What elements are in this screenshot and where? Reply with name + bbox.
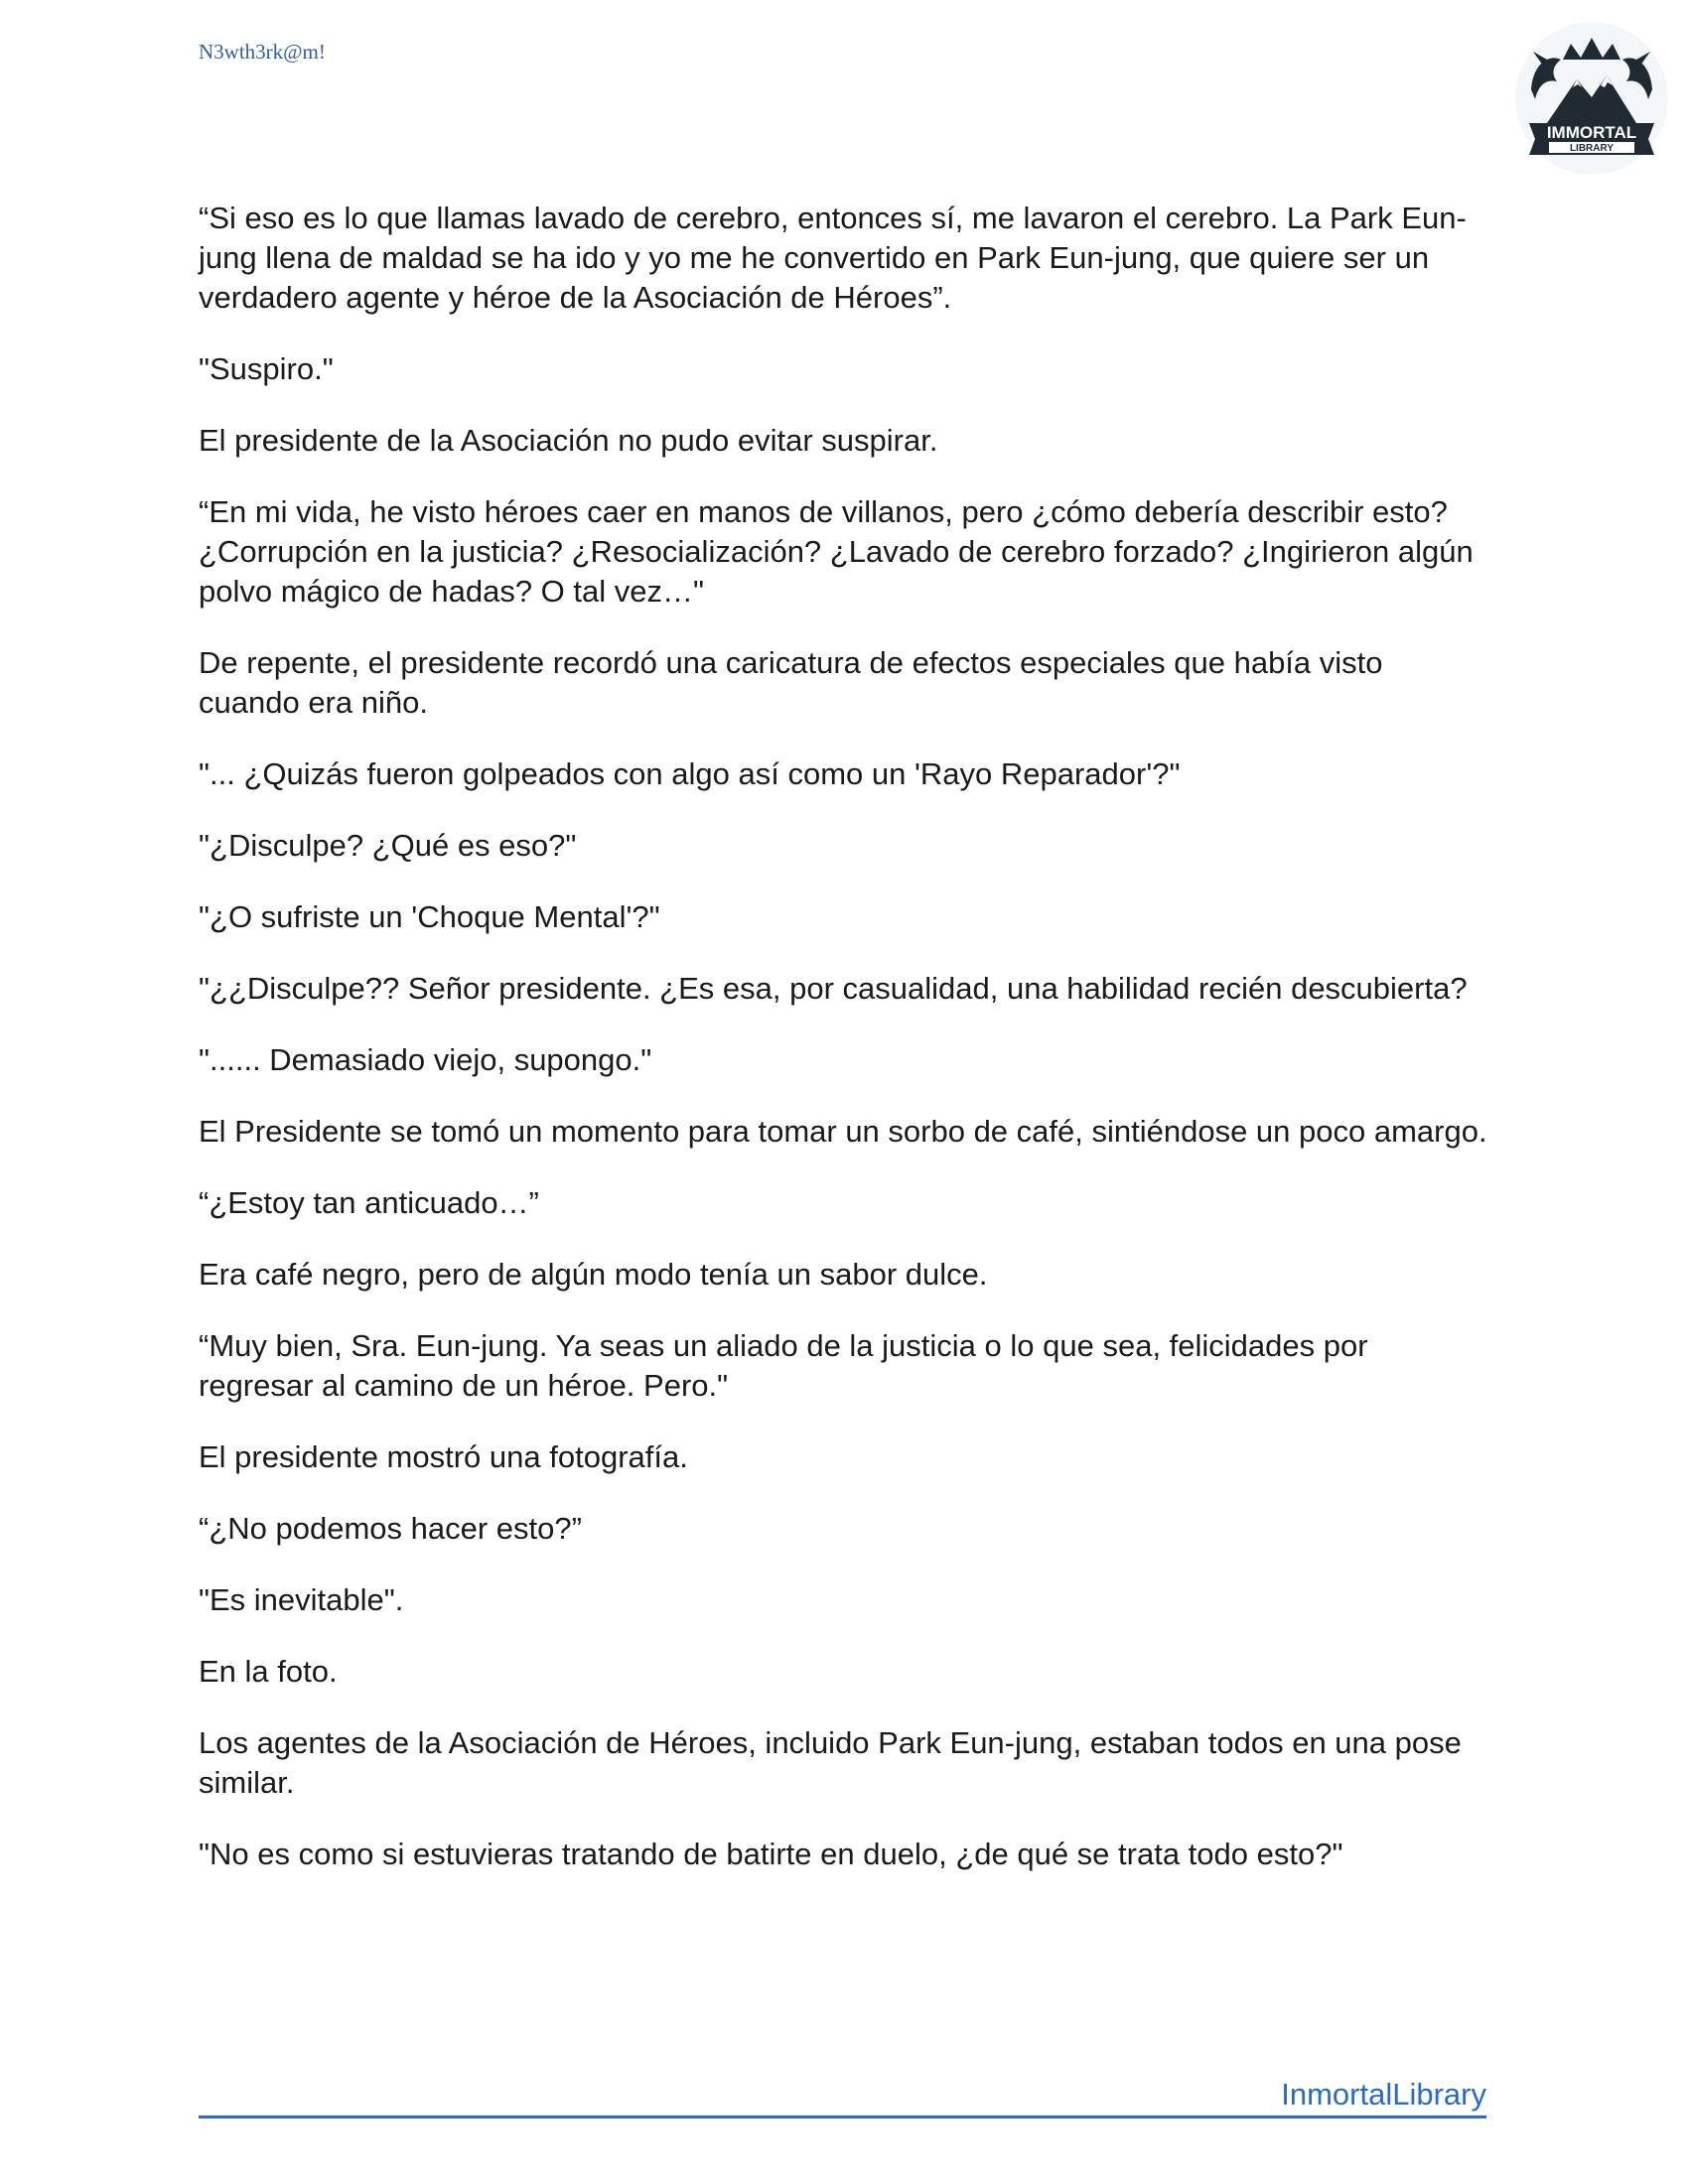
paragraph: El Presidente se tomó un momento para tomar un sorbo de café, sintiéndose un poco amargo. bbox=[199, 1114, 1487, 1149]
paragraph: "Suspiro." bbox=[199, 351, 334, 386]
paragraph: "...... Demasiado viejo, supongo." bbox=[199, 1042, 652, 1077]
paragraph: "¿Disculpe? ¿Qué es eso?" bbox=[199, 828, 577, 863]
paragraph: Era café negro, pero de algún modo tenía un sabor dulce. bbox=[199, 1257, 988, 1292]
paragraph: "¿O sufriste un 'Choque Mental'?" bbox=[199, 899, 660, 934]
paragraph: "¿¿Disculpe?? Señor presidente. ¿Es esa, por casualidad, una habilidad recién descubierta? bbox=[199, 971, 1468, 1006]
paragraph: "Es inevitable". bbox=[199, 1582, 404, 1617]
paragraph: “En mi vida, he visto héroes caer en manos de villanos, pero ¿cómo debería describir esto? ¿Corrupción en la justicia? ¿Resocialización? ¿Lavado de cerebro forzado? ¿Ingirieron algún polvo mágico de hadas? O tal vez…" bbox=[199, 494, 1474, 609]
paragraph: “Muy bien, Sra. Eun-jung. Ya seas un aliado de la justicia o lo que sea, felicidades por regresar al camino de un héroe. Pero." bbox=[199, 1328, 1368, 1403]
paragraph: “¿No podemos hacer esto?” bbox=[199, 1511, 582, 1546]
footer-underline bbox=[199, 2116, 1486, 2118]
watermark-text: N3wth3rk@m! bbox=[199, 40, 326, 64]
immortal-library-logo-icon bbox=[1513, 20, 1670, 177]
paragraph: De repente, el presidente recordó una caricatura de efectos especiales que había visto cuando era niño. bbox=[199, 645, 1383, 720]
paragraph: El presidente mostró una fotografía. bbox=[199, 1439, 688, 1474]
paragraph: “Si eso es lo que llamas lavado de cerebro, entonces sí, me lavaron el cerebro. La Park Eun-jung llena de maldad se ha ido y yo me he convertido en Park Eun-jung, que quiere ser un verdadero agente y héroe de la Asociación de Héroes”. bbox=[199, 201, 1467, 315]
paragraph: Los agentes de la Asociación de Héroes, incluido Park Eun-jung, estaban todos en una pose similar. bbox=[199, 1725, 1462, 1800]
paragraph: “¿Estoy tan anticuado…” bbox=[199, 1185, 539, 1220]
logo-line-1: IMMORTAL bbox=[1546, 123, 1637, 142]
paragraph: El presidente de la Asociación no pudo evitar suspirar. bbox=[199, 423, 938, 458]
paragraph: En la foto. bbox=[199, 1654, 338, 1689]
logo-line-2: LIBRARY bbox=[1569, 143, 1615, 154]
document-body bbox=[199, 199, 1489, 1906]
paragraph: "No es como si estuvieras tratando de batirte en duelo, ¿de qué se trata todo esto?" bbox=[199, 1837, 1343, 1871]
footer-link[interactable]: InmortalLibrary bbox=[1281, 2077, 1486, 2112]
paragraph: "... ¿Quizás fueron golpeados con algo así como un 'Rayo Reparador'?" bbox=[199, 756, 1181, 791]
